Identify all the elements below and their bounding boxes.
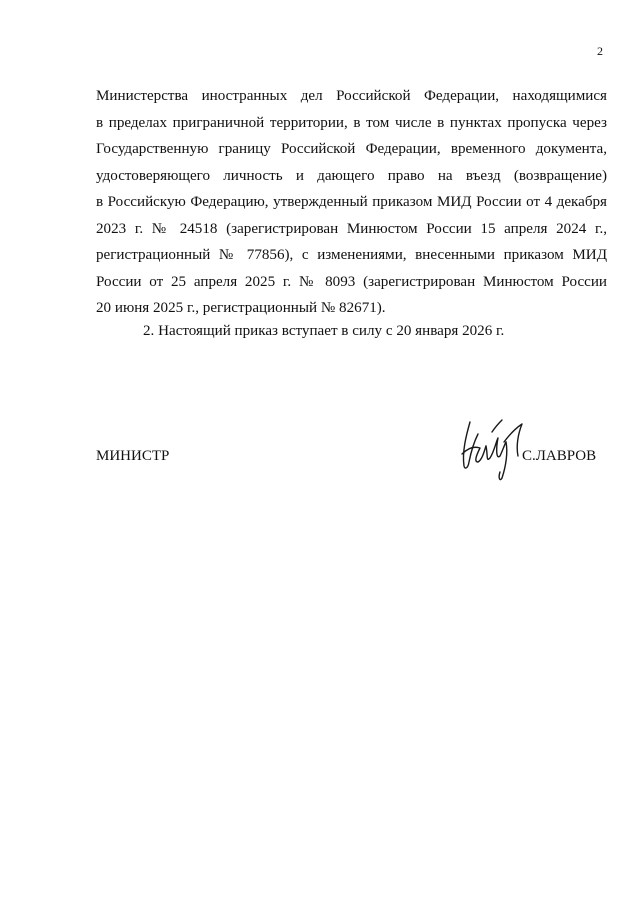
paragraph-line: Министерства иностранных дел Российской Федерации, находящимися: [96, 88, 607, 104]
paragraph-line: удостоверяющего личность и дающего право на въезд (возвращение): [96, 167, 607, 184]
page-number: 2: [597, 44, 603, 58]
paragraph-line: в пределах приграничной территории, в том числе в пунктах пропуска через: [96, 114, 607, 131]
paragraph-1: [96, 83, 607, 322]
signature-block: [96, 440, 607, 500]
signer-name: С.ЛАВРОВ: [522, 448, 597, 464]
paragraph-2: 2. Настоящий приказ вступает в силу с 20 января 2026 г.: [143, 323, 505, 339]
signer-position: МИНИСТР: [96, 448, 170, 464]
paragraph-line: России от 25 апреля 2025 г. № 8093 (зарегистрирован Минюстом России: [96, 273, 607, 290]
paragraph-line: 20 июня 2025 г., регистрационный № 82671).: [96, 300, 386, 316]
paragraph-line: 2023 г. № 24518 (зарегистрирован Минюстом России 15 апреля 2024 г.,: [96, 220, 607, 237]
paragraph-line: в Российскую Федерацию, утвержденный приказом МИД России от 4 декабря: [96, 194, 607, 210]
handwritten-signature: [456, 412, 526, 482]
paragraph-line: регистрационный № 77856), с изменениями, внесенными приказом МИД: [96, 247, 607, 263]
paragraph-line: Государственную границу Российской Федерации, временного документа,: [96, 141, 607, 157]
